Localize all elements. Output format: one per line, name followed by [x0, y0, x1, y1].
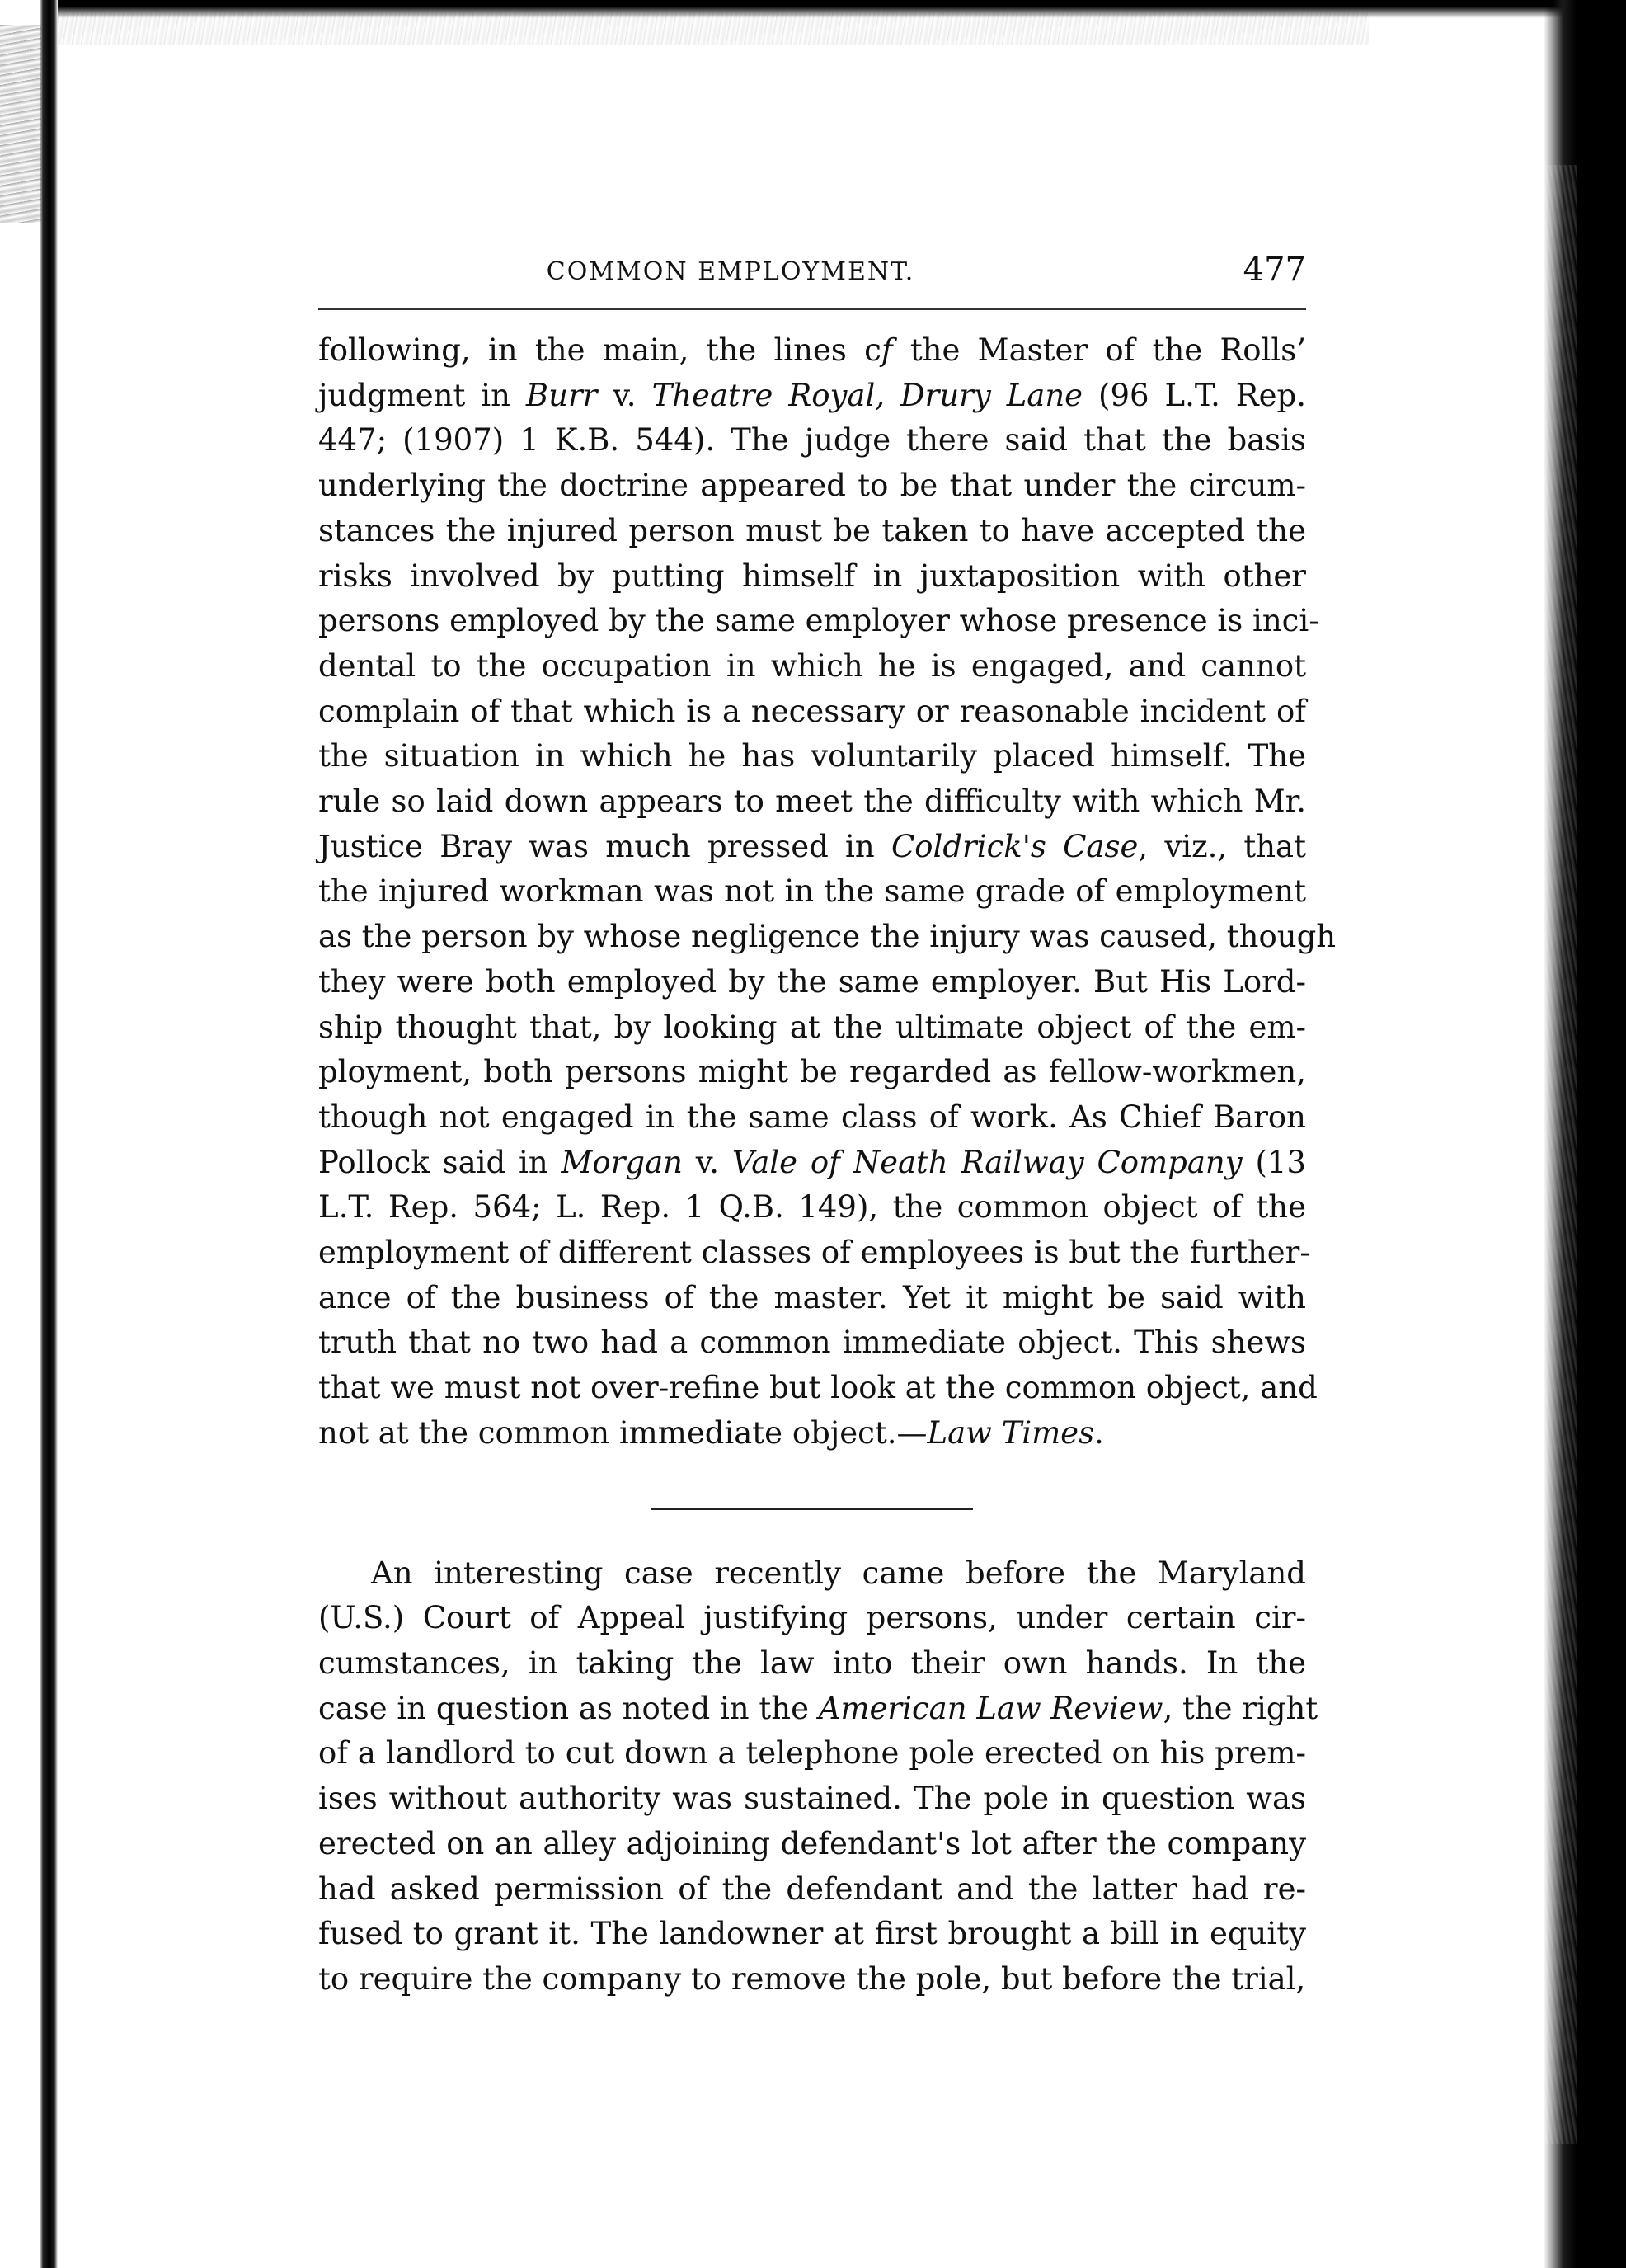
text-line: [318, 1641, 1306, 1687]
text-line: [318, 1366, 1318, 1411]
text-run: they were both employed by the same employer. But His Lord-: [318, 963, 1306, 1000]
text-line: [318, 1005, 1306, 1051]
running-head: [318, 247, 1306, 297]
text-run: underlying the doctrine appeared to be that under the circum-: [318, 468, 1306, 504]
text-run: though not engaged in the same class of work. As Chief Baron: [318, 1099, 1306, 1135]
text-line: [318, 779, 1306, 825]
text-run: .: [1094, 1414, 1104, 1451]
text-line: [318, 463, 1306, 509]
text-run: the situation in which he has voluntarily placed himself. The: [318, 738, 1306, 774]
text-line: [318, 1596, 1306, 1641]
text-run: the Master of the Rolls’: [892, 332, 1306, 368]
section-divider: [651, 1508, 973, 1510]
scan-right-noise: [1535, 165, 1577, 2144]
paragraph-common-employment: [318, 328, 1337, 1456]
italic-text: Coldrick's Case: [891, 828, 1139, 864]
text-line: [318, 1912, 1306, 1957]
text-run: to require the company to remove the pole, but before the trial,: [318, 1960, 1306, 1997]
text-line: [318, 915, 1337, 960]
italic-text: Theatre Royal, Drury Lane: [651, 377, 1083, 413]
text-line: [318, 418, 1306, 463]
running-title: COMMON EMPLOYMENT.: [546, 257, 915, 286]
text-line: [318, 1095, 1306, 1141]
scan-left-edge: [0, 0, 58, 2268]
text-run: of a landlord to cut down a telephone pole erected on his prem-: [318, 1735, 1306, 1772]
text-line: [318, 825, 1306, 870]
text-run: dental to the occupation in which he is engaged, and cannot: [318, 647, 1306, 684]
text-line: [318, 374, 1306, 419]
text-run: ployment, both persons might be regarded as fellow-workmen,: [318, 1054, 1306, 1090]
text-run: truth that no two had a common immediate object. This shews: [318, 1325, 1306, 1361]
text-run: ance of the business of the master. Yet it might be said with: [318, 1279, 1306, 1315]
italic-text: Law Times: [927, 1414, 1095, 1451]
text-line: [318, 869, 1306, 915]
text-line: [318, 1687, 1318, 1732]
text-line: [318, 509, 1306, 554]
text-line: [318, 1050, 1306, 1095]
text-line: [318, 328, 1306, 374]
text-run: cumstances, in taking the law into their own hands. In the: [318, 1645, 1306, 1681]
page-number: 477: [1243, 251, 1306, 289]
text-run: v.: [682, 1144, 732, 1180]
text-run: had asked permission of the defendant and the latter had re-: [318, 1870, 1306, 1907]
text-run: complain of that which is a necessary or reasonable incident of: [318, 693, 1306, 729]
text-run: v.: [597, 377, 652, 413]
text-run: persons employed by the same employer whose presence is inci-: [318, 603, 1319, 639]
text-run: 447; (1907) 1 K.B. 544). The judge there said that the basis: [318, 422, 1306, 459]
text-run: risks involved by putting himself in juxtaposition with other: [318, 558, 1306, 594]
text-run: erected on an alley adjoining defendant's lot after the company: [318, 1825, 1306, 1861]
text-run: (13: [1242, 1144, 1307, 1180]
italic-text: Morgan: [561, 1144, 683, 1180]
text-line: [318, 689, 1306, 735]
text-line: [318, 1551, 1306, 1597]
italic-text: Burr: [525, 377, 598, 413]
text-run: that we must not over-refine but look at the common object, and: [318, 1370, 1318, 1406]
text-line: [318, 1320, 1306, 1366]
text-run: (96 L.T. Rep.: [1083, 377, 1306, 413]
text-run: not at the common immediate object.—: [318, 1414, 928, 1451]
text-line: [318, 1185, 1306, 1230]
text-run: judgment in: [318, 377, 526, 413]
text-line: [318, 1867, 1306, 1913]
text-run: stances the injured person must be taken to have accepted the: [318, 512, 1306, 548]
text-run: rule so laid down appears to meet the difficulty with which Mr.: [318, 783, 1306, 820]
text-run: , viz., that: [1138, 828, 1306, 864]
text-run: the injured workman was not in the same grade of employment: [318, 873, 1306, 910]
text-run: fused to grant it. The landowner at first brought a bill in equity: [318, 1916, 1306, 1952]
text-line: [318, 1276, 1306, 1321]
text-run: Justice Bray was much pressed in: [318, 828, 891, 864]
text-line: [318, 1822, 1306, 1867]
text-line: [318, 554, 1306, 600]
scan-left-noise: [0, 25, 41, 223]
text-line: [318, 960, 1306, 1005]
text-run: ship thought that, by looking at the ultimate object of the em-: [318, 1009, 1306, 1045]
italic-text: f: [881, 332, 893, 368]
text-line: [318, 1731, 1306, 1776]
italic-text: Vale of Neath Railway Company: [731, 1144, 1243, 1180]
page-body: [318, 247, 1337, 2002]
paragraph-maryland-case: [318, 1551, 1318, 2002]
text-run: ises without authority was sustained. The pole in question was: [318, 1781, 1306, 1817]
text-line: [318, 1141, 1306, 1186]
text-run: An interesting case recently came before the Maryland: [371, 1555, 1306, 1591]
text-run: following, in the main, the lines c: [318, 332, 881, 368]
text-line: [318, 1957, 1306, 2002]
scan-top-noise: [49, 12, 1369, 45]
text-line: [318, 734, 1306, 779]
text-line: [318, 1230, 1310, 1276]
italic-text: American Law Review: [818, 1690, 1163, 1726]
text-line: [318, 1411, 1306, 1456]
header-rule: [318, 308, 1306, 310]
text-line: [318, 1776, 1306, 1822]
text-line: [318, 599, 1319, 644]
text-run: Pollock said in: [318, 1144, 562, 1180]
text-run: case in question as noted in the: [318, 1690, 819, 1726]
text-run: L.T. Rep. 564; L. Rep. 1 Q.B. 149), the common object of the: [318, 1189, 1306, 1226]
text-run: (U.S.) Court of Appeal justifying persons, under certain cir-: [318, 1600, 1306, 1636]
text-run: , the right: [1163, 1690, 1318, 1726]
text-run: employment of different classes of employees is but the further-: [318, 1235, 1310, 1271]
text-line: [318, 644, 1306, 689]
text-run: as the person by whose negligence the injury was caused, though: [318, 919, 1337, 955]
